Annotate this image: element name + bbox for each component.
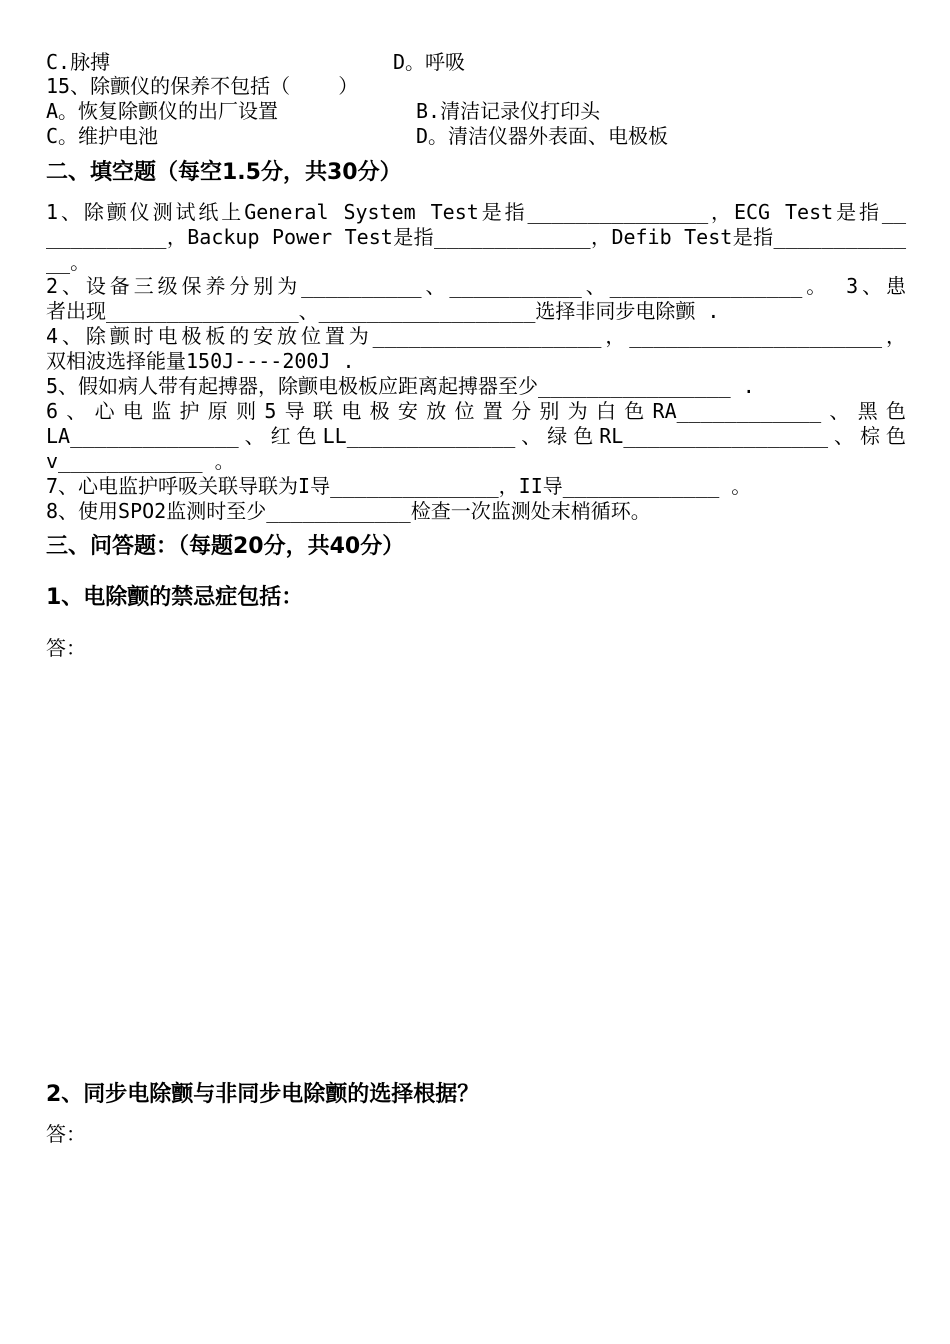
section-fill-heading: 二、填空题（每空1.5分，共30分） — [46, 160, 402, 185]
question-15: 15、除颤仪的保养不包括（ ） — [46, 74, 359, 98]
qa-answer-2-label: 答： — [46, 1122, 86, 1146]
fill-line-5: 者出现________________、__________________选择非同步电除颤 . — [46, 299, 720, 323]
fill-line-1: 1、除颤仪测试纸上General System Test是指_______________，ECG Test是指__ — [46, 200, 906, 224]
q15-option-a: A。恢复除颤仪的出厂设置 — [46, 99, 279, 123]
q15-option-b: B.清洁记录仪打印头 — [416, 99, 601, 123]
section-qa-heading: 三、问答题：（每题20分，共40分） — [46, 534, 405, 559]
fill-line-11: v____________ 。 — [46, 449, 235, 473]
q14-option-c: C.脉搏 — [46, 50, 111, 74]
qa-question-2: 2、同步电除颤与非同步电除颤的选择根据？ — [46, 1082, 480, 1107]
qa-answer-1-label: 答： — [46, 636, 86, 660]
fill-line-8: 5、假如病人带有起搏器，除颤电极板应距离起搏器至少________________ . — [46, 374, 755, 398]
q15-option-c: C。维护电池 — [46, 124, 159, 148]
fill-line-6: 4、除颤时电极板的安放位置为___________________，_____________________， — [46, 324, 906, 348]
qa-question-1: 1、电除颤的禁忌症包括： — [46, 585, 304, 610]
fill-line-7: 双相波选择能量150J----200J . — [46, 349, 355, 373]
q15-option-d: D。清洁仪器外表面、电极板 — [416, 124, 669, 148]
fill-line-2: __________，Backup Power Test是指_____________，Defib Test是指___________ — [46, 225, 906, 249]
fill-line-3: __。 — [46, 250, 91, 274]
fill-line-13: 8、使用SPO2监测时至少____________检查一次监测处末梢循环。 — [46, 499, 651, 523]
fill-line-9: 6、心电监护原则5导联电极安放位置分别为白色RA____________、黑色 — [46, 399, 906, 423]
fill-line-4: 2、设备三级保养分别为__________、___________、________________。 3、患 — [46, 274, 906, 298]
q14-option-d: D。呼吸 — [393, 50, 466, 74]
fill-line-12: 7、心电监护呼吸关联导联为I导______________，II导_____________ 。 — [46, 474, 752, 498]
fill-line-10: LA______________、红色LL______________、绿色RL_________________、棕色 — [46, 424, 906, 448]
